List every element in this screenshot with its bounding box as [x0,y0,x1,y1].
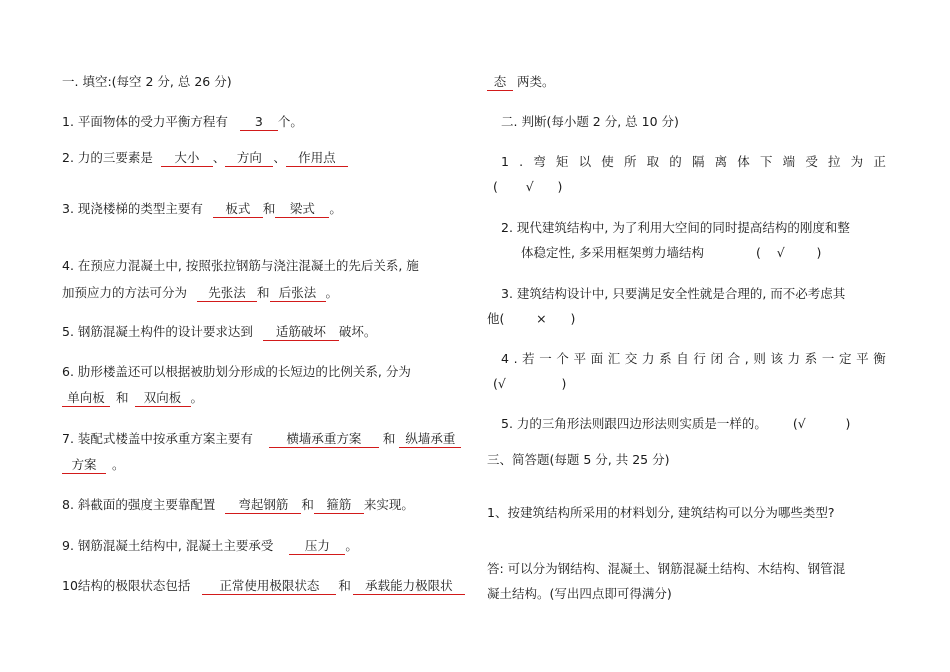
char: 闭 [710,351,724,366]
question-text: 2. 力的三要素是 [62,150,153,165]
question-2 [62,150,348,167]
char: . [513,351,518,366]
judgement-2-line2 [521,245,821,261]
answer-blank: 横墙承重方案 [269,431,379,448]
answer-blank: 压力 [289,538,345,555]
judgement-mark: (√ ) [792,416,851,431]
char: 系 [804,351,818,366]
question-text: 破坏。 [338,324,377,339]
char: 平 [573,351,587,366]
char: 面 [590,351,604,366]
short-answer-answer-line2: 凝土结构。(写出四点即可得满分) [487,586,672,601]
judgement-1-line1 [501,154,886,170]
question-text: 7. 装配式楼盖中按承重方案主要有 [62,431,253,446]
question-4-line2 [62,285,338,302]
answer-blank: 双向板 [135,390,191,407]
char: 以 [578,154,592,169]
char: 合 [727,351,741,366]
answer-blank: 大小 [161,150,213,167]
question-6-line2 [62,390,203,407]
answer-blank: 纵墙承重 [399,431,461,448]
question-text: 和 [257,285,270,300]
question-text: 5. 力的三角形法则跟四边形法则实质是一样的。 [501,416,767,431]
char: 弯 [533,154,546,169]
question-text: 。 [190,390,204,405]
question-text: 个。 [277,114,303,129]
answer-blank: 先张法 [197,285,257,302]
separator: 、 [212,150,226,165]
question-10-continued [487,74,555,91]
judgement-4-mark: (√ ) [493,376,567,391]
char: 受 [805,154,818,169]
question-text: 。 [329,201,342,216]
char: 离 [714,154,728,169]
char: 力 [642,351,655,366]
answer-blank: 后张法 [270,285,326,302]
question-text: 和 [262,201,276,216]
char: 体 [737,154,750,169]
char: 取 [646,154,660,169]
char: 所 [623,154,637,169]
answer-blank: 梁式 [275,201,329,218]
judgement-1-mark: ( √ ) [493,179,563,194]
short-answer-question-1: 1、按建筑结构所采用的材料划分, 建筑结构可以分为哪些类型? [487,505,835,520]
char: 自 [676,351,689,366]
question-8 [62,497,414,514]
judgement-3-line1: 3. 建筑结构设计中, 只要满足安全性就是合理的, 而不必考虑其 [501,286,846,301]
answer-blank: 适筋破坏 [263,324,339,341]
question-text: 。 [325,285,339,300]
question-text: 体稳定性, 多采用框架剪力墙结构 [521,245,704,260]
short-answer-answer-line1: 答: 可以分为钢结构、混凝土、钢筋混凝土结构、木结构、钢管混 [487,561,846,576]
char: , [744,351,749,366]
judgement-5 [501,416,850,432]
char: 衡 [873,351,886,366]
answer-blank: 正常使用极限状态 [202,578,336,595]
char: 正 [873,154,886,169]
char: 矩 [555,154,569,169]
question-1 [62,114,303,131]
question-7-line2 [62,457,125,474]
char: 则 [753,351,766,366]
question-text: 加预应力的方法可分为 [62,285,188,300]
question-10 [62,578,465,595]
char: 力 [787,351,801,366]
answer-blank: 3 [240,114,278,131]
answer-blank: 方向 [225,150,273,167]
section-fill-blank-heading: 一. 填空:(每空 2 分, 总 26 分) [62,74,232,89]
char: 下 [759,154,773,169]
char: 平 [856,351,869,366]
question-text: 和 [301,497,314,512]
judgement-3-line2: 他( × ) [487,311,576,326]
question-text: 10结构的极限状态包括 [62,578,191,593]
question-5 [62,324,376,341]
char: 个 [556,351,569,366]
char: . [519,154,524,169]
char: 若 [522,351,535,366]
char: 的 [669,154,682,169]
char: 隔 [691,154,705,169]
char: 一 [821,351,835,366]
answer-blank: 作用点 [286,150,348,167]
question-text: 和 [116,390,129,405]
section-short-answer-heading: 三、简答题(每题 5 分, 共 25 分) [487,452,670,467]
char: 定 [839,351,852,366]
answer-blank: 单向板 [62,390,110,407]
answer-blank: 方案 [62,457,106,474]
answer-blank: 弯起钢筋 [225,497,301,514]
question-text: 来实现。 [363,497,414,512]
char: 拉 [827,154,841,169]
question-text: 1. 平面物体的受力平衡方程有 [62,114,228,129]
question-6-line1: 6. 肋形楼盖还可以根据被肋划分形成的长短边的比例关系, 分为 [62,364,411,379]
char: 为 [850,154,864,169]
char: 一 [539,351,552,366]
answer-blank: 箍筋 [314,497,364,514]
question-text: 两类。 [517,74,555,89]
char: 交 [624,351,638,366]
judgement-4-line1 [501,351,886,367]
judgement-mark: ( √ ) [755,245,822,260]
question-7-line1 [62,431,461,448]
char: 该 [770,351,784,366]
char: 使 [601,154,614,169]
question-text: 9. 钢筋混凝土结构中, 混凝土主要承受 [62,538,274,553]
section-judgement-heading: 二. 判断(每小题 2 分, 总 10 分) [501,114,679,129]
question-text: 。 [112,457,125,472]
question-9 [62,538,358,555]
question-4-line1: 4. 在预应力混凝土中, 按照张拉钢筋与浇注混凝土的先后关系, 施 [62,258,419,273]
char: 4 [501,351,509,366]
separator: 、 [273,150,286,165]
char: 行 [693,351,706,366]
char: 系 [659,351,672,366]
answer-blank: 态 [487,74,513,91]
char: 1 [501,154,509,169]
answer-blank: 板式 [213,201,263,218]
question-3 [62,201,342,218]
question-text: 5. 钢筋混凝土构件的设计要求达到 [62,324,253,339]
question-text: 。 [345,538,358,553]
char: 端 [782,154,796,169]
judgement-2-line1: 2. 现代建筑结构中, 为了利用大空间的同时提高结构的刚度和整 [501,220,850,235]
char: 汇 [607,351,621,366]
question-text: 和 [382,431,396,446]
question-text: 8. 斜截面的强度主要靠配置 [62,497,216,512]
question-text: 3. 现浇楼梯的类型主要有 [62,201,203,216]
answer-blank: 承载能力极限状 [353,578,465,595]
question-text: 和 [338,578,351,593]
